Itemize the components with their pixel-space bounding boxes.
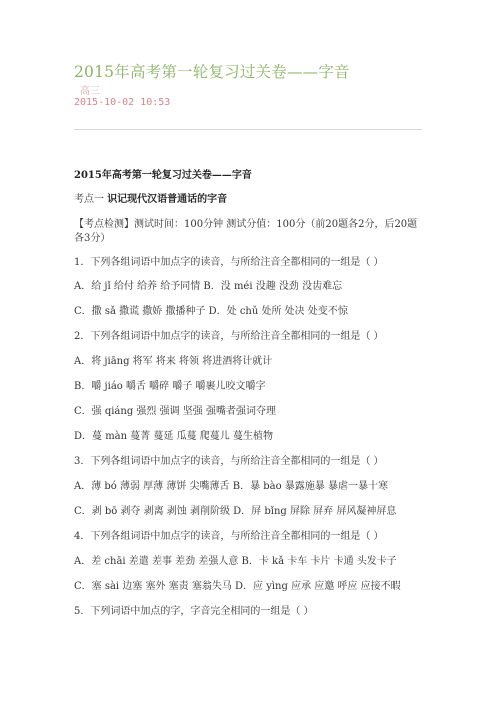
publish-date: 2015-10-02 10:53 bbox=[74, 97, 171, 108]
question-line: 2．下列各组词语中加点字的读音，与所给注音全都相同的一组是（ ） bbox=[74, 331, 384, 342]
content-heading: 2015年高考第一轮复习过关卷——字音 bbox=[74, 170, 252, 181]
test-meta bbox=[74, 218, 426, 246]
question-line: C．剥 bō 剥夺 剥离 剥蚀 剥削阶级 D．屏 bǐng 屏除 屏弃 屏风凝神屏息 bbox=[74, 506, 397, 517]
question-line: C．塞 sài 边塞 塞外 塞责 塞翁失马 D．应 yìng 应承 应邀 呼应 应接不暇 bbox=[74, 581, 401, 592]
test-meta-text: 测试时间：100分钟 测试分值：100分（前20题各2分，后20题各3分） bbox=[74, 219, 418, 244]
question-line: 4．下列各组词语中加点字的读音，与所给注音全都相同的一组是（ ） bbox=[74, 531, 384, 542]
test-meta-label: 【考点检测】 bbox=[74, 219, 134, 230]
question-line: C．撒 sǎ 撒谎 撒娇 撒播种子 D．处 chǔ 处所 处决 处变不惊 bbox=[74, 306, 348, 317]
question-line: 3．下列各组词语中加点字的读音，与所给注音全都相同的一组是（ ） bbox=[74, 456, 384, 467]
section-prefix: 考点一 bbox=[74, 194, 104, 205]
header-divider bbox=[74, 129, 422, 130]
question-line: C．强 qiáng 强烈 强调 坚强 强嘴者强词夺理 bbox=[74, 406, 276, 417]
question-line: D．蔓 màn 蔓菁 蔓延 瓜蔓 爬蔓儿 蔓生植物 bbox=[74, 431, 273, 442]
question-line: A．给 jǐ 给付 给养 给予同情 B．没 méi 没趣 没劲 没齿难忘 bbox=[74, 281, 343, 292]
question-line: B．嚼 jiáo 嚼舌 嚼碎 嚼子 嚼裹儿咬文嚼字 bbox=[74, 381, 266, 392]
question-line: 1．下列各组词语中加点字的读音，与所给注音全都相同的一组是（ ） bbox=[74, 257, 384, 268]
section-heading bbox=[74, 193, 227, 207]
document-title: 2015年高考第一轮复习过关卷——字音 bbox=[74, 63, 350, 81]
question-line: A．差 chāi 差遣 差事 差劲 差强人意 B．卡 kǎ 卡车 卡片 卡通 头发卡子 bbox=[74, 556, 397, 567]
question-line: A．薄 bó 薄弱 厚薄 薄饼 尖嘴薄舌 B．暴 bào 暴露施暴 暴虐一暴十寒 bbox=[74, 481, 388, 492]
section-title: 识记现代汉语普通话的字音 bbox=[107, 194, 228, 205]
question-line: 5．下列词语中加点的字，字音完全相同的一组是（ ） bbox=[74, 606, 314, 617]
question-line: A．将 jiāng 将军 将来 将领 将进酒将计就计 bbox=[74, 356, 273, 367]
category-label[interactable]: 高三 bbox=[80, 86, 100, 97]
